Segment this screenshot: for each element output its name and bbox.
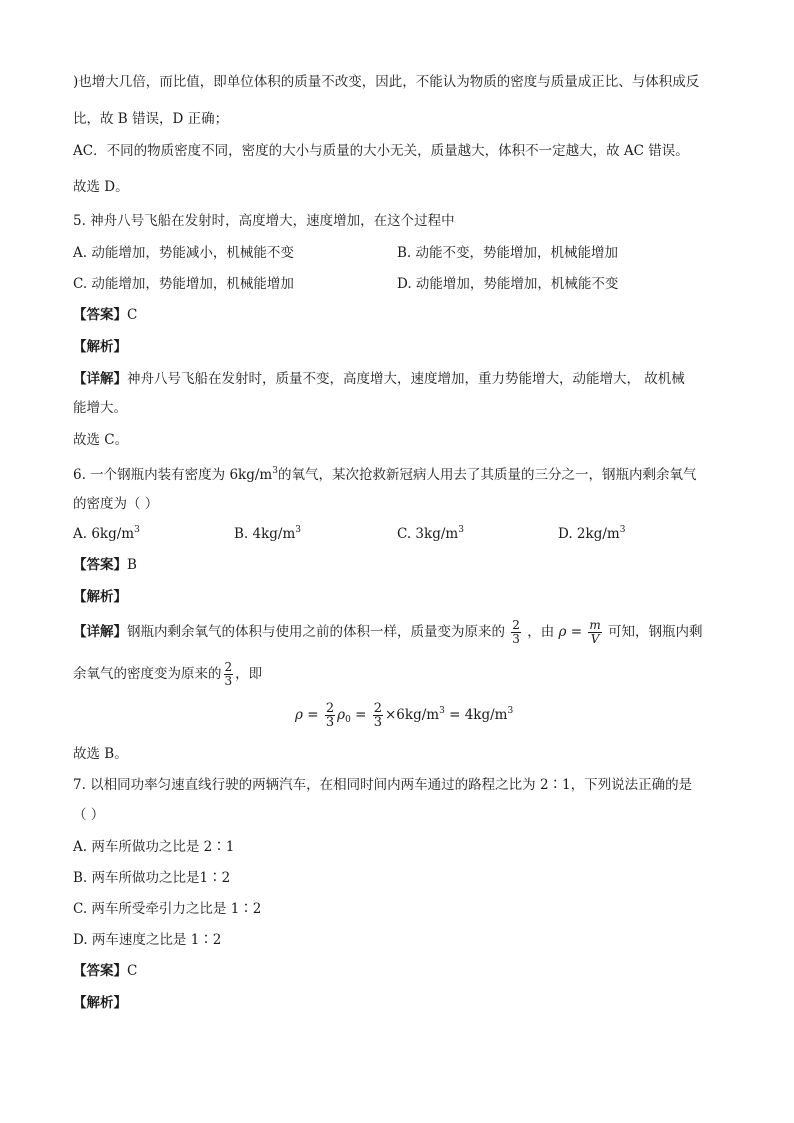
q7-analysis-tag: 【解析】 xyxy=(73,995,127,1011)
q5-option-d: D. 动能增加，势能增加，机械能不变 xyxy=(397,276,619,292)
question-5-stem: 5. 神舟八号飞船在发射时，高度增大，速度增加，在这个过程中 xyxy=(73,213,455,229)
detail-tag: 【详解】 xyxy=(73,624,127,640)
question-6-stem-cont: 的密度为（ ） xyxy=(73,496,159,512)
text-line: AC．不同的物质密度不同，密度的大小与质量的大小无关，质量越大，体积不一定越大，故 AC 错误。 xyxy=(73,143,689,159)
q6-answer xyxy=(73,556,137,574)
question-7-stem: 7. 以相同功率匀速直线行驶的两辆汽车，在相同时间内两车通过的路程之比为 2∶1，下列说法正确的是 xyxy=(73,777,693,793)
q6-analysis-tag: 【解析】 xyxy=(73,589,127,605)
fraction-two-thirds: $\frac{2}{3}$ xyxy=(224,660,233,688)
detail-tag: 【详解】 xyxy=(73,371,127,387)
q7-option-c: C. 两车所受牵引力之比是 1∶2 xyxy=(73,901,262,917)
q7-option-d: D. 两车速度之比是 1∶2 xyxy=(73,932,222,948)
question-6-stem xyxy=(73,466,696,484)
q7-answer xyxy=(73,962,137,980)
detail-text: 余氧气的密度变为原来的 xyxy=(73,666,222,682)
q5-analysis-tag: 【解析】 xyxy=(73,339,127,355)
answer-value: B xyxy=(127,557,137,573)
fraction-two-thirds: $\frac{2}{3}$ xyxy=(512,618,520,646)
detail-text: 钢瓶内剩余氧气的体积与使用之前的体积一样，质量变为原来的 xyxy=(127,624,505,640)
stem-text: 6. 一个钢瓶内装有密度为 6kg/m xyxy=(73,467,273,483)
text-line: 比，故 B 错误，D 正确； xyxy=(73,111,229,127)
stem-text: 的氧气，某次抢救新冠病人用去了其质量的三分之一，钢瓶内剩余氧气 xyxy=(277,467,697,483)
q6-option-a: A. $6kg/m^3$ xyxy=(73,525,140,542)
text-line: 故选 D。 xyxy=(73,179,129,195)
q5-detail xyxy=(73,370,685,388)
q6-detail-cont xyxy=(73,659,262,689)
superscript: 3 xyxy=(272,466,278,476)
q6-detail xyxy=(73,617,703,647)
answer-tag: 【答案】 xyxy=(73,557,127,573)
fraction-m-over-v: $\frac{m}{V}$ xyxy=(589,618,601,646)
q6-option-b: B. $4kg/m^3$ xyxy=(234,525,301,542)
density-formula: ρ = $\frac{2}{3}$ $\rho_0$ = $\frac{2}{3}$ $\times 6kg/m^3 = 4kg/m^3$ xyxy=(295,701,514,730)
answer-value: C xyxy=(127,963,138,979)
q5-option-a: A. 动能增加，势能减小，机械能不变 xyxy=(73,245,294,261)
question-7-stem-cont: （ ） xyxy=(73,807,105,823)
q5-answer xyxy=(73,306,137,324)
q6-option-d: D. $2kg/m^3$ xyxy=(558,525,626,542)
q7-option-a: A. 两车所做功之比是 2∶1 xyxy=(73,839,235,855)
q5-option-c: C. 动能增加，势能增加，机械能增加 xyxy=(73,276,294,292)
answer-tag: 【答案】 xyxy=(73,307,127,323)
q6-option-c: C. $3kg/m^3$ xyxy=(397,525,464,542)
q6-conclusion: 故选 B。 xyxy=(73,746,128,762)
detail-text: ，由 xyxy=(527,624,555,640)
answer-tag: 【答案】 xyxy=(73,963,127,979)
q5-conclusion: 故选 C。 xyxy=(73,432,129,448)
q5-detail-cont: 能增大。 xyxy=(73,400,127,416)
answer-value: C xyxy=(127,307,138,323)
q7-option-b: B. 两车所做功之比是1∶2 xyxy=(73,870,231,886)
detail-text: 可知，钢瓶内剩 xyxy=(608,624,703,640)
detail-text: ，即 xyxy=(235,666,263,682)
text-line: )也增大几倍，而比值，即单位体积的质量不改变，因此，不能认为物质的密度与质量成正比、与体积成反 xyxy=(73,74,700,90)
rho-symbol: ρ = xyxy=(558,624,583,640)
q5-option-b: B. 动能不变，势能增加，机械能增加 xyxy=(397,245,619,261)
detail-text: 神舟八号飞船在发射时，质量不变，高度增大，速度增加，重力势能增大，动能增大， 故机械 xyxy=(127,371,685,387)
